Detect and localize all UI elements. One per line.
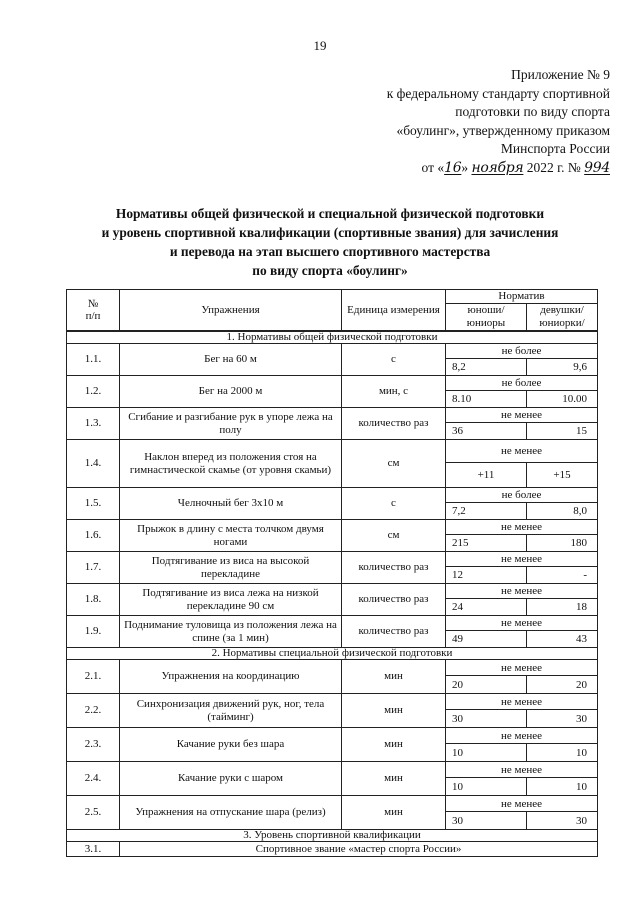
row-value-boys: 12 [446,567,527,584]
row-number: 1.2. [67,376,120,408]
title-line: Нормативы общей физической и специальной физической подготовки [115,206,545,221]
row-condition: не менее [446,408,598,423]
row-number: 2.2. [67,694,120,728]
date-year: 2022 г. № [526,159,581,175]
appendix-line: Приложение № 9 [511,67,610,82]
row-value-boys: 36 [446,423,527,440]
row-value-girls: 10.00 [527,391,598,408]
document-title [40,204,620,280]
table-row [67,344,598,359]
section-row [67,648,598,660]
row-exercise: Упражнения на отпускание шара (релиз) [120,796,342,830]
col-boys-header: юноши/ юниоры [446,303,527,331]
row-condition: не менее [446,616,598,631]
row-condition: не менее [446,440,598,463]
row-number: 2.3. [67,728,120,762]
row-unit: мин [342,728,446,762]
col-unit-header: Единица измерения [342,290,446,332]
row-exercise: Качание руки без шара [120,728,342,762]
row-exercise: Челночный бег 3х10 м [120,488,342,520]
title-line: по виду спорта «боулинг» [252,263,408,278]
row-value-boys: 8,2 [446,359,527,376]
table-row [67,616,598,631]
date-mid: » [461,159,469,175]
row-condition: не менее [446,728,598,744]
row-number: 1.1. [67,344,120,376]
table-row [67,584,598,599]
order-number-handwritten: 994 [584,159,610,176]
row-unit: с [342,488,446,520]
row-condition: не менее [446,762,598,778]
row-value-girls: - [527,567,598,584]
row-number: 1.8. [67,584,120,616]
section-3-title: 3. Уровень спортивной квалификации [67,830,598,842]
row-value-girls: 10 [527,744,598,762]
row-value-girls: 30 [527,710,598,728]
row-condition: не менее [446,520,598,535]
title-line: и уровень спортивной квалификации (спортивные звания) для зачисления [101,225,559,240]
row-exercise: Качание руки с шаром [120,762,342,796]
row-unit: см [342,440,446,488]
row-condition: не менее [446,694,598,710]
row-value-boys: +11 [446,463,527,488]
date-prefix: от « [421,159,445,175]
col-girls-header: девушки/ юниорки/ [527,303,598,331]
row-condition: не менее [446,552,598,567]
row-unit: количество раз [342,408,446,440]
table-row [67,408,598,423]
row-value-girls: 18 [527,599,598,616]
row-number: 1.6. [67,520,120,552]
row-number: 1.9. [67,616,120,648]
row-condition: не менее [446,584,598,599]
row-value-boys: 10 [446,778,527,796]
row-number: 1.4. [67,440,120,488]
row-value-boys: 8.10 [446,391,527,408]
row-unit: мин [342,660,446,694]
table-row [67,660,598,676]
row-value-girls: 180 [527,535,598,552]
date-day-handwritten: 16 [444,159,462,176]
col-exercise-header: Упражнения [120,290,342,332]
row-condition: не менее [446,796,598,812]
row-exercise: Подтягивание из виса на высокой перекладине [120,552,342,584]
table-row [67,728,598,744]
title-line: и перевода на этап высшего спортивного мастерства [169,244,491,259]
row-value-girls: 9,6 [527,359,598,376]
row-unit: мин [342,796,446,830]
appendix-line: подготовки по виду спорта [455,104,610,120]
section-row [67,830,598,842]
row-condition: не более [446,488,598,503]
row-unit: количество раз [342,616,446,648]
col-norm-header: Норматив [446,290,598,304]
order-date-line [330,159,610,178]
row-value-boys: 49 [446,631,527,648]
table-row [67,552,598,567]
appendix-line: Минспорта России [500,141,610,157]
table-row [67,796,598,812]
row-exercise: Синхронизация движений рук, ног, тела (тайминг) [120,694,342,728]
table-row [67,440,598,463]
row-value-boys: 7,2 [446,503,527,520]
row-unit: с [342,344,446,376]
row-exercise: Бег на 60 м [120,344,342,376]
section-2-body [67,660,598,830]
row-condition: не более [446,376,598,391]
row-value-girls: 20 [527,676,598,694]
row-value-girls: 8,0 [527,503,598,520]
row-qualification: Спортивное звание «мастер спорта России» [120,842,598,857]
row-value-boys: 20 [446,676,527,694]
header-row [67,290,598,304]
row-number: 1.3. [67,408,120,440]
row-number: 2.1. [67,660,120,694]
row-exercise: Прыжок в длину с места толчком двумя ногами [120,520,342,552]
table-row [67,842,598,857]
table-row [67,488,598,503]
row-value-girls: 43 [527,631,598,648]
row-unit: количество раз [342,552,446,584]
row-exercise: Упражнения на координацию [120,660,342,694]
row-value-boys: 30 [446,812,527,830]
section-1-body [67,344,598,648]
row-exercise: Поднимание туловища из положения лежа на спине (за 1 мин) [120,616,342,648]
row-number: 1.5. [67,488,120,520]
appendix-line: к федеральному стандарту спортивной [386,85,610,101]
row-unit: количество раз [342,584,446,616]
row-exercise: Сгибание и разгибание рук в упоре лежа на полу [120,408,342,440]
table-row [67,694,598,710]
row-value-girls: 30 [527,812,598,830]
section-1-title: 1. Нормативы общей физической подготовки [67,331,598,344]
row-value-boys: 30 [446,710,527,728]
row-condition: не более [446,344,598,359]
row-unit: мин [342,694,446,728]
row-exercise: Подтягивание из виса лежа на низкой перекладине 90 см [120,584,342,616]
row-unit: мин, с [342,376,446,408]
date-month-handwritten: ноября [471,159,524,176]
norms-table [66,289,598,857]
row-exercise: Наклон вперед из положения стоя на гимнастической скамье (от уровня скамьи) [120,440,342,488]
row-number: 3.1. [67,842,120,857]
row-value-girls: +15 [527,463,598,488]
table-row [67,762,598,778]
row-exercise: Бег на 2000 м [120,376,342,408]
row-unit: мин [342,762,446,796]
row-value-girls: 15 [527,423,598,440]
table-row [67,520,598,535]
row-value-boys: 10 [446,744,527,762]
table-row [67,376,598,391]
section-row [67,331,598,344]
row-value-boys: 215 [446,535,527,552]
col-num-header: № п/п [67,290,120,332]
page-number: 19 [313,38,327,53]
row-number: 2.5. [67,796,120,830]
appendix-line: «боулинг», утвержденному приказом [396,122,610,138]
row-value-girls: 10 [527,778,598,796]
row-number: 1.7. [67,552,120,584]
row-number: 2.4. [67,762,120,796]
section-2-title: 2. Нормативы специальной физической подготовки [67,648,598,660]
row-value-boys: 24 [446,599,527,616]
appendix-block [330,66,610,178]
row-unit: см [342,520,446,552]
row-condition: не менее [446,660,598,676]
